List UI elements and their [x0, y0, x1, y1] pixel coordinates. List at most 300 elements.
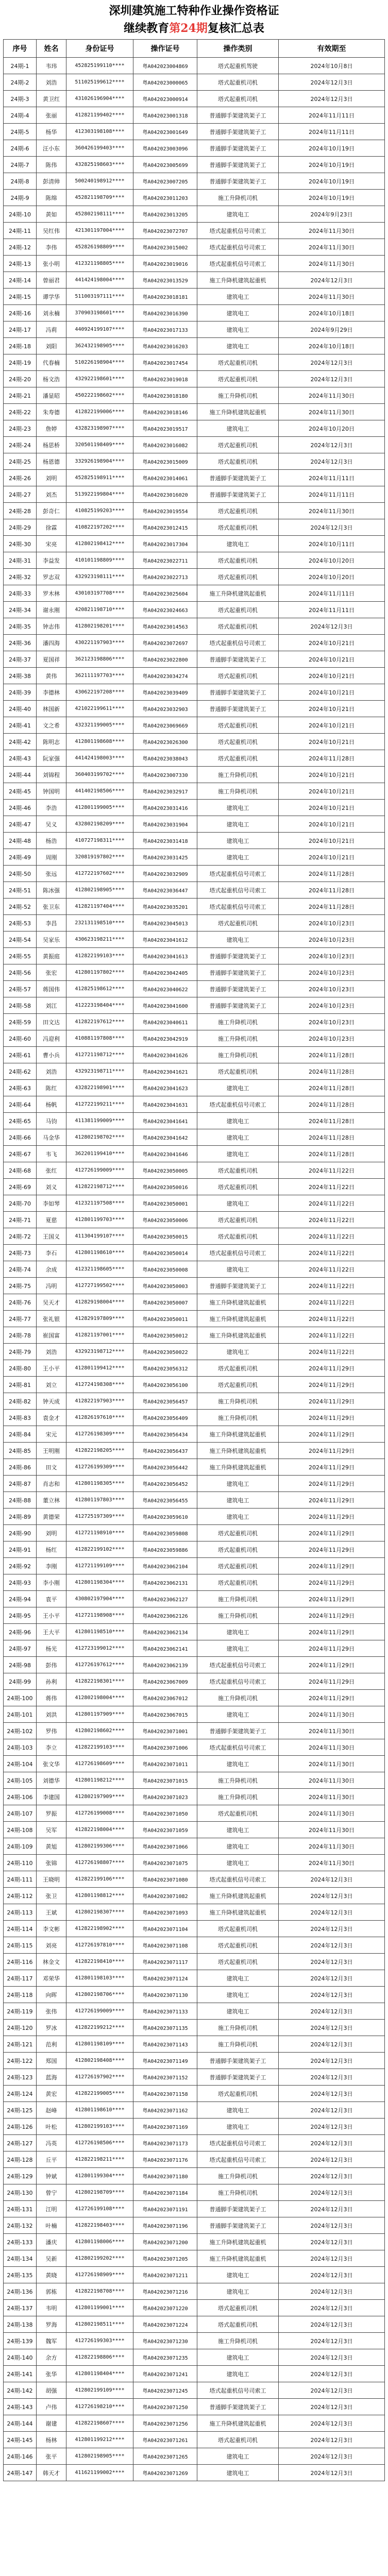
cell-name: 刘浩 [37, 1344, 66, 1360]
cell-valid-until: 2024年10月21日 [279, 783, 385, 800]
cell-certificate-number: 粤A042023019554 [133, 503, 197, 519]
table-row [4, 1624, 385, 1640]
cell-valid-until: 2024年11月29日 [279, 1410, 385, 1426]
cell-id-number: 412822197903**** [66, 1393, 133, 1410]
cell-certificate-number: 粤A042023041646 [133, 1146, 197, 1162]
cell-certificate-number: 粤A042023024663 [133, 602, 197, 618]
cell-operation-category: 塔式起重机司机 [197, 1228, 279, 1245]
table-row [4, 1591, 385, 1607]
cell-name: 王明刚 [37, 1443, 66, 1459]
cell-operation-category: 塔式起重机信号司索工 [197, 2135, 279, 2151]
cell-valid-until: 2024年12月3日 [279, 1888, 385, 1904]
cell-certificate-number: 粤A042023071184 [133, 2184, 197, 2201]
cell-valid-until: 2024年11月30日 [279, 1789, 385, 1805]
cell-name: 夏慈 [37, 1212, 66, 1228]
cell-operation-category: 塔式起重机司机 [197, 618, 279, 635]
cell-name: 吴天才 [37, 1294, 66, 1311]
cell-id-number: 412802198412**** [66, 536, 133, 552]
table-row [4, 1212, 385, 1228]
cell-certificate-number: 粤A042023000914 [133, 91, 197, 107]
cell-operation-category: 施工升降机建筑起重机 [197, 1904, 279, 1921]
cell-id-number: 412726197902**** [66, 2069, 133, 2086]
table-row [4, 931, 385, 948]
cell-id-number: 412801198608**** [66, 734, 133, 750]
cell-valid-until: 2024年10月8日 [279, 58, 385, 74]
cell-certificate-number: 粤A042023071093 [133, 1904, 197, 1921]
cell-operation-category: 普通脚手架建筑架子工 [197, 2069, 279, 2086]
cell-name: 杨浩 [37, 833, 66, 849]
cell-operation-category: 建筑电工 [197, 2448, 279, 2465]
cell-certificate-number: 粤A042023032903 [133, 701, 197, 717]
cell-index: 24期-105 [4, 1772, 37, 1789]
cell-name: 黄德荣 [37, 1509, 66, 1525]
cell-certificate-number: 粤A042023007205 [133, 173, 197, 190]
cell-operation-category: 建筑电工 [197, 1195, 279, 1212]
cell-index: 24期-38 [4, 668, 37, 684]
cell-index: 24期-84 [4, 1426, 37, 1443]
cell-operation-category: 施工升降机司机 [197, 1789, 279, 1805]
cell-name: 吴军 [37, 1822, 66, 1838]
table-row [4, 1476, 385, 1492]
cell-index: 24期-70 [4, 1195, 37, 1212]
cell-valid-until: 2024年11月30日 [279, 1772, 385, 1789]
cell-operation-category: 塔式起重机司机 [197, 453, 279, 470]
cell-valid-until: 2024年12月3日 [279, 272, 385, 289]
cell-valid-until: 2024年11月29日 [279, 1657, 385, 1673]
cell-certificate-number: 粤A042023019016 [133, 256, 197, 272]
cell-operation-category: 塔式起重机司机 [197, 1954, 279, 1970]
cell-valid-until: 2024年11月30日 [279, 1805, 385, 1822]
cell-operation-category: 塔式起重机信号司索工 [197, 223, 279, 239]
cell-valid-until: 2024年12月3日 [279, 74, 385, 91]
table-row [4, 124, 385, 140]
cell-name: 刘洪 [37, 1706, 66, 1723]
cell-certificate-number: 粤A042023071011 [133, 1756, 197, 1772]
cell-name: 李如琴 [37, 1195, 66, 1212]
cell-index: 24期-28 [4, 503, 37, 519]
table-row [4, 1278, 385, 1294]
cell-name: 张礼银 [37, 1311, 66, 1327]
cell-valid-until: 2024年11月29日 [279, 1624, 385, 1640]
cell-name: 田文达 [37, 1014, 66, 1030]
cell-certificate-number: 粤A042023026300 [133, 734, 197, 750]
cell-index: 24期-91 [4, 1541, 37, 1558]
cell-valid-until: 2024年11月22日 [279, 1179, 385, 1195]
cell-id-number: 412726199009**** [66, 1162, 133, 1179]
cell-name: 魏军 [37, 2333, 66, 2349]
cell-index: 24期-110 [4, 1855, 37, 1871]
cell-id-number: 412722197602**** [66, 866, 133, 882]
table-row [4, 470, 385, 486]
cell-valid-until: 2024年12月3日 [279, 2053, 385, 2069]
cell-valid-until: 2024年10月21日 [279, 734, 385, 750]
cell-operation-category: 普通脚手架建筑架子工 [197, 948, 279, 964]
cell-operation-category: 普通脚手架建筑架子工 [197, 2399, 279, 2415]
cell-id-number: 412801198812**** [66, 1888, 133, 1904]
cell-operation-category: 施工升降机建筑起重机 [197, 2415, 279, 2432]
cell-name: 袁平 [37, 1591, 66, 1607]
cell-name: 徐霖 [37, 519, 66, 536]
cell-valid-until: 2024年11月28日 [279, 750, 385, 767]
cell-valid-until: 2024年12月3日 [279, 2201, 385, 2217]
cell-index: 24期-75 [4, 1278, 37, 1294]
cell-id-number: 412801198610**** [66, 1245, 133, 1261]
table-row [4, 2217, 385, 2234]
cell-operation-category: 建筑电工 [197, 289, 279, 305]
table-row [4, 981, 385, 997]
cell-index: 24期-135 [4, 2267, 37, 2283]
cell-operation-category: 施工升降机司机 [197, 2036, 279, 2053]
cell-id-number: 412822199103**** [66, 1739, 133, 1756]
cell-certificate-number: 粤A042023072697 [133, 635, 197, 651]
cell-operation-category: 施工升降机司机 [197, 2168, 279, 2184]
cell-certificate-number: 粤A042023035201 [133, 899, 197, 915]
cell-certificate-number: 粤A042023022711 [133, 552, 197, 569]
cell-index: 24期-78 [4, 1327, 37, 1344]
cell-index: 24期-12 [4, 239, 37, 256]
cell-name: 冯莉 [37, 321, 66, 338]
cell-certificate-number: 粤A042023036447 [133, 882, 197, 899]
cell-operation-category: 塔式起重机信号司索工 [197, 2151, 279, 2168]
table-row [4, 1954, 385, 1970]
cell-valid-until: 2024年11月22日 [279, 1344, 385, 1360]
cell-operation-category: 塔式起重机信号司索工 [197, 899, 279, 915]
cell-index: 24期-55 [4, 948, 37, 964]
cell-certificate-number: 粤A042023050006 [133, 1212, 197, 1228]
cell-id-number: 412822199103**** [66, 948, 133, 964]
cell-valid-until: 2024年10月18日 [279, 305, 385, 321]
cell-operation-category: 普通脚手架建筑架子工 [197, 1278, 279, 1294]
cell-id-number: 412801197909**** [66, 1706, 133, 1723]
cell-id-number: 412725197309**** [66, 1509, 133, 1525]
cell-name: 王小平 [37, 1607, 66, 1624]
cell-index: 24期-129 [4, 2168, 37, 2184]
table-row [4, 1129, 385, 1146]
cell-index: 24期-27 [4, 486, 37, 503]
cell-id-number: 412723199012**** [66, 1640, 133, 1657]
cell-certificate-number: 粤A042023071200 [133, 2234, 197, 2250]
cell-name: 曾宁 [37, 2184, 66, 2201]
cell-index: 24期-95 [4, 1607, 37, 1624]
cell-index: 24期-58 [4, 997, 37, 1014]
cell-id-number: 412822199005**** [66, 2086, 133, 2102]
table-row [4, 1739, 385, 1756]
table-row [4, 964, 385, 981]
cell-name: 彭清帅 [37, 173, 66, 190]
cell-index: 24期-5 [4, 124, 37, 140]
cell-valid-until: 2024年9月23日 [279, 206, 385, 223]
table-row [4, 1657, 385, 1673]
cell-name: 赵峰 [37, 2102, 66, 2119]
cell-operation-category: 建筑电工 [197, 321, 279, 338]
cell-valid-until: 2024年11月22日 [279, 1245, 385, 1261]
cell-operation-category: 塔式起重机司机 [197, 437, 279, 453]
table-row [4, 536, 385, 552]
cell-name: 张文华 [37, 1756, 66, 1772]
cell-certificate-number: 粤A042023014563 [133, 618, 197, 635]
cell-id-number: 510226198904**** [66, 354, 133, 371]
cell-operation-category: 塔式起重机司机 [197, 734, 279, 750]
cell-id-number: 412802198408**** [66, 2053, 133, 2069]
table-header-row [4, 40, 385, 58]
cell-index: 24期-82 [4, 1393, 37, 1410]
cell-index: 24期-13 [4, 256, 37, 272]
table-row [4, 2267, 385, 2283]
table-row [4, 2448, 385, 2465]
table-row [4, 404, 385, 420]
cell-name: 阮家强 [37, 750, 66, 767]
table-row [4, 140, 385, 157]
table-row [4, 58, 385, 74]
table-row [4, 107, 385, 124]
cell-valid-until: 2024年11月29日 [279, 1476, 385, 1492]
cell-name: 王晓明 [37, 1871, 66, 1888]
cell-index: 24期-33 [4, 585, 37, 602]
cell-id-number: 450222198602**** [66, 387, 133, 404]
cell-index: 24期-43 [4, 750, 37, 767]
table-row [4, 734, 385, 750]
cell-index: 24期-15 [4, 289, 37, 305]
cell-index: 24期-35 [4, 618, 37, 635]
cell-index: 24期-11 [4, 223, 37, 239]
cell-index: 24期-62 [4, 1063, 37, 1080]
cell-valid-until: 2024年10月23日 [279, 964, 385, 981]
cell-operation-category: 普通脚手架建筑架子工 [197, 2201, 279, 2217]
cell-id-number: 360426199403**** [66, 140, 133, 157]
table-row [4, 1822, 385, 1838]
cell-operation-category: 建筑电工 [197, 2102, 279, 2119]
cell-operation-category: 塔式起重机司机 [197, 1921, 279, 1937]
cell-name: 潘四海 [37, 635, 66, 651]
cell-id-number: 411381199009**** [66, 1113, 133, 1129]
column-header-valid-until: 有效期至 [279, 40, 385, 58]
cell-valid-until: 2024年11月11日 [279, 585, 385, 602]
cell-valid-until: 2024年12月3日 [279, 1871, 385, 1888]
cell-index: 24期-22 [4, 404, 37, 420]
cell-valid-until: 2024年10月18日 [279, 338, 385, 354]
cell-index: 24期-42 [4, 734, 37, 750]
cell-operation-category: 普通脚手架建筑架子工 [197, 157, 279, 173]
cell-operation-category: 普通脚手架建筑架子工 [197, 997, 279, 1014]
cell-certificate-number: 粤A042023056437 [133, 1443, 197, 1459]
cell-certificate-number: 粤A042023062127 [133, 1591, 197, 1607]
cell-valid-until: 2024年12月3日 [279, 2217, 385, 2234]
cell-index: 24期-67 [4, 1146, 37, 1162]
cell-id-number: 421301197004**** [66, 223, 133, 239]
cell-valid-until: 2024年12月3日 [279, 2234, 385, 2250]
cell-name: 张丽 [37, 107, 66, 124]
cell-name: 黄宏 [37, 2086, 66, 2102]
cell-valid-until: 2024年10月23日 [279, 981, 385, 997]
cell-id-number: 412726197612**** [66, 1657, 133, 1673]
cell-certificate-number: 粤A042023062134 [133, 1624, 197, 1640]
cell-certificate-number: 粤A042023071080 [133, 1871, 197, 1888]
cell-id-number: 412802198201**** [66, 618, 133, 635]
cell-name: 崔国富 [37, 1327, 66, 1344]
cell-valid-until: 2024年11月30日 [279, 1723, 385, 1739]
cell-valid-until: 2024年10月20日 [279, 569, 385, 585]
cell-operation-category: 塔式起重机司机 [197, 2432, 279, 2448]
cell-id-number: 412802198706**** [66, 1987, 133, 2003]
cell-valid-until: 2024年11月29日 [279, 1673, 385, 1690]
cell-valid-until: 2024年11月30日 [279, 1706, 385, 1723]
table-row [4, 1987, 385, 2003]
table-row [4, 2349, 385, 2366]
cell-valid-until: 2024年12月3日 [279, 2382, 385, 2399]
cell-name: 丘平 [37, 2151, 66, 2168]
cell-operation-category: 塔式起重机司机 [197, 354, 279, 371]
cell-valid-until: 2024年11月28日 [279, 1096, 385, 1113]
table-row [4, 1344, 385, 1360]
cell-index: 24期-138 [4, 2316, 37, 2333]
cell-index: 24期-2 [4, 74, 37, 91]
cell-valid-until: 2024年10月21日 [279, 717, 385, 734]
cell-valid-until: 2024年11月22日 [279, 1195, 385, 1212]
cell-operation-category: 塔式起重机信号司索工 [197, 1245, 279, 1261]
cell-id-number: 412822198410**** [66, 1954, 133, 1970]
cell-certificate-number: 粤A042023042405 [133, 964, 197, 981]
table-row [4, 2465, 385, 2481]
cell-index: 24期-100 [4, 1690, 37, 1706]
cell-certificate-number: 粤A042023071108 [133, 1937, 197, 1954]
cell-certificate-number: 粤A042023041641 [133, 1113, 197, 1129]
cell-id-number: 412721199109**** [66, 1558, 133, 1574]
cell-id-number: 412802199109**** [66, 2382, 133, 2399]
cell-id-number: 412829198004**** [66, 1294, 133, 1311]
cell-name: 韦玮 [37, 58, 66, 74]
cell-valid-until: 2024年11月22日 [279, 1228, 385, 1245]
cell-certificate-number: 粤A042023062104 [133, 1558, 197, 1574]
cell-id-number: 452825199110**** [66, 58, 133, 74]
table-row [4, 1426, 385, 1443]
cell-certificate-number: 粤A042023001318 [133, 107, 197, 124]
table-row [4, 1311, 385, 1327]
cell-certificate-number: 粤A042023022800 [133, 651, 197, 668]
cell-certificate-number: 粤A042023071152 [133, 2069, 197, 2086]
cell-id-number: 412223198404**** [66, 997, 133, 1014]
cell-operation-category: 施工升降机建筑起重机 [197, 585, 279, 602]
table-row [4, 800, 385, 816]
cell-operation-category: 普通脚手架建筑架子工 [197, 981, 279, 997]
cell-certificate-number: 粤A042023025604 [133, 585, 197, 602]
cell-operation-category: 塔式起重机司机 [197, 1937, 279, 1954]
cell-certificate-number: 粤A042023038043 [133, 750, 197, 767]
cell-operation-category: 塔式起重机司机 [197, 602, 279, 618]
table-row [4, 190, 385, 206]
cell-operation-category: 普通脚手架建筑架子工 [197, 701, 279, 717]
table-row [4, 668, 385, 684]
cell-certificate-number: 粤A042023005699 [133, 157, 197, 173]
cell-name: 蒋伟 [37, 1690, 66, 1706]
table-row [4, 91, 385, 107]
cell-index: 24期-94 [4, 1591, 37, 1607]
cell-valid-until: 2024年10月21日 [279, 635, 385, 651]
cell-valid-until: 2024年12月3日 [279, 2267, 385, 2283]
table-row [4, 272, 385, 289]
cell-id-number: 412321198805**** [66, 256, 133, 272]
cell-index: 24期-50 [4, 866, 37, 882]
cell-certificate-number: 粤A042023071117 [133, 1954, 197, 1970]
cell-id-number: 412822198806**** [66, 2349, 133, 2366]
cell-valid-until: 2024年11月29日 [279, 1640, 385, 1657]
cell-operation-category: 塔式起重机司机 [197, 503, 279, 519]
cell-certificate-number: 粤A042023071191 [133, 2201, 197, 2217]
cell-id-number: 412726199303**** [66, 2333, 133, 2349]
cell-name: 杨帆 [37, 1096, 66, 1113]
table-row [4, 1789, 385, 1805]
cell-certificate-number: 粤A042023071176 [133, 2151, 197, 2168]
table-row [4, 2234, 385, 2250]
cell-id-number: 412726199309**** [66, 1459, 133, 1476]
cell-operation-category: 建筑电工 [197, 1344, 279, 1360]
cell-certificate-number: 粤A042023071162 [133, 2102, 197, 2119]
cell-certificate-number: 粤A042023034274 [133, 668, 197, 684]
table-row [4, 206, 385, 223]
cell-operation-category: 建筑电工 [197, 1129, 279, 1146]
cell-certificate-number: 粤A042023071006 [133, 1739, 197, 1756]
cell-name: 陈明志 [37, 734, 66, 750]
cell-certificate-number: 粤A042023041642 [133, 1129, 197, 1146]
cell-index: 24期-69 [4, 1179, 37, 1195]
cell-id-number: 412822198902**** [66, 1921, 133, 1937]
cell-valid-until: 2024年11月28日 [279, 1047, 385, 1063]
cell-id-number: 412802199306**** [66, 1838, 133, 1855]
cell-id-number: 412801198305**** [66, 1476, 133, 1492]
cell-index: 24期-10 [4, 206, 37, 223]
cell-certificate-number: 粤A042023041631 [133, 1096, 197, 1113]
cell-valid-until: 2024年10月21日 [279, 849, 385, 866]
cell-id-number: 432802198209**** [66, 816, 133, 833]
cell-valid-until: 2024年11月29日 [279, 1607, 385, 1624]
cell-certificate-number: 粤A042023040611 [133, 1014, 197, 1030]
cell-certificate-number: 粤A042023007330 [133, 767, 197, 783]
table-row [4, 387, 385, 404]
cell-valid-until: 2024年10月19日 [279, 173, 385, 190]
table-row [4, 849, 385, 866]
cell-valid-until: 2024年12月3日 [279, 2086, 385, 2102]
cell-id-number: 362432198905**** [66, 338, 133, 354]
cell-id-number: 412801199005**** [66, 800, 133, 816]
cell-valid-until: 2024年11月30日 [279, 1756, 385, 1772]
cell-certificate-number: 粤A042023071269 [133, 2465, 197, 2481]
cell-operation-category: 建筑电工 [197, 1509, 279, 1525]
cell-index: 24期-124 [4, 2086, 37, 2102]
table-row [4, 157, 385, 173]
cell-certificate-number: 粤A042023071265 [133, 2448, 197, 2465]
cell-valid-until: 2024年11月29日 [279, 1393, 385, 1410]
cell-index: 24期-17 [4, 321, 37, 338]
cell-operation-category: 塔式起重机信号司索工 [197, 1739, 279, 1756]
cell-certificate-number: 粤A042023062141 [133, 1640, 197, 1657]
cell-index: 24期-125 [4, 2102, 37, 2119]
cell-valid-until: 2024年11月28日 [279, 1113, 385, 1129]
cell-id-number: 430103197708**** [66, 585, 133, 602]
cell-valid-until: 2024年11月11日 [279, 470, 385, 486]
cell-operation-category: 施工升降机司机 [197, 1014, 279, 1030]
table-row [4, 1937, 385, 1954]
cell-certificate-number: 粤A042023056442 [133, 1459, 197, 1476]
table-row [4, 2333, 385, 2349]
cell-operation-category: 建筑电工 [197, 1146, 279, 1162]
cell-operation-category: 建筑电工 [197, 1492, 279, 1509]
cell-index: 24期-83 [4, 1410, 37, 1426]
cell-name: 董立林 [37, 1492, 66, 1509]
cell-certificate-number: 粤A042023016203 [133, 338, 197, 354]
cell-certificate-number: 粤A042023041621 [133, 1063, 197, 1080]
cell-index: 24期-128 [4, 2151, 37, 2168]
cell-name: 马钧 [37, 1113, 66, 1129]
cell-index: 24期-96 [4, 1624, 37, 1640]
